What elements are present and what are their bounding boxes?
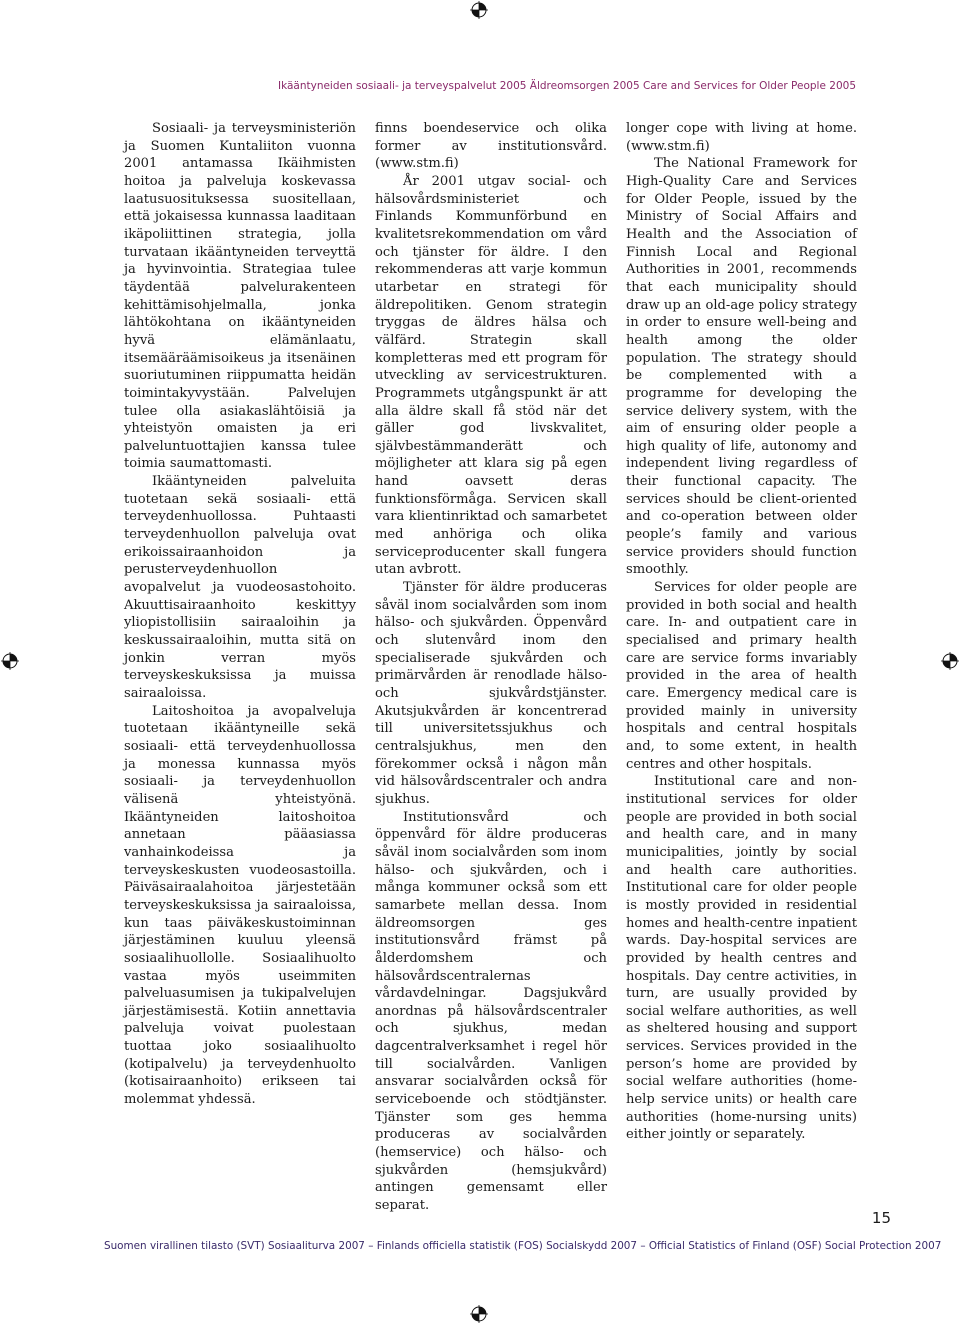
running-header: Ikääntyneiden sosiaali- ja terveyspalvelut 2005 Äldreomsorgen 2005 Care and Services for Older People 2005 [277,80,856,92]
registration-mark-icon [470,1305,488,1323]
registration-mark-icon [470,1,488,19]
registration-mark-icon [941,652,959,670]
footer-series-title: Suomen virallinen tilasto (SVT) Sosiaaliturva 2007 – Finlands officiella statistik (FOS) Socialskydd 2007 – Official Statistics of Finland (OSF) Social Protection 2007 [104,1240,942,1252]
paragraph: Laitoshoitoa ja avopalveluja tuotetaan ikääntyneille sekä sosiaali- että terveydenhuollossa ja monessa kunnassa myös sosiaali- ja terveydenhuollon välisenä yhteistyönä. Ikääntyneiden laitoshoitoa annetaan pääasiassa vanhainkodeissa ja terveyskeskusten vuodeosastoilla. Päiväsairaalahoitoa järjestetään terveyskeskuksissa ja sairaaloissa, kun taas päiväkeskustoiminnan järjestäminen kuuluu yleensä sosiaalihuollolle. Sosiaalihuolto vastaa myös useimmiten palveluasumisen ja tukipalvelujen järjestämisestä. Kotiin annettavia palveluja voivat puolestaan tuottaa joko sosiaalihuolto (kotipalvelu) ja terveydenhuolto (kotisairaanhoito) erikseen tai molemmat yhdessä. [124,703,356,1108]
paragraph: Sosiaali- ja terveysministeriön ja Suomen Kuntaliiton vuonna 2001 antamassa Ikäihmisten hoitoa ja palveluja koskevassa laatusuosituksessa suositellaan, että jokaisessa kunnassa laaditaan ikäpoliittinen strategia, jolla turvataan ikääntyneiden terveyttä ja hyvinvointia. Strategiaa tulee täydentää palvelurakenteen kehittämisohjelmalla, jonka lähtökohtana on ikääntyneiden hyvä elämänlaatu, itsemääräämisoikeus ja itsenäinen suoriutuminen riippumatta heidän toimintakyvystään. Palvelujen tulee olla asiakaslähtöisiä ja yhteistyön omaisten ja eri palveluntuottajien kanssa tulee toimia saumattomasti. [124,121,356,472]
page-number: 15 [871,1209,891,1227]
column-swedish [375,120,607,1215]
paragraph: Tjänster för äldre produceras såväl inom socialvården som inom hälso- och sjukvården. Öppenvård och slutenvård inom den specialiserade sjukvården och primärvården är renodlade hälso- och sjukvårdstjänster. Akutsjukvården är koncentrerad till universitetssjukhus och centralsjukhus, men den förekommer också i någon mån vid hälsovårdscentraler och andra sjukhus. [375,580,607,807]
registration-mark-icon [1,652,19,670]
paragraph: Institutionsvård och öppenvård för äldre produceras såväl inom socialvården som inom hälso- och sjukvården, och i många kommuner också som ett samarbete mellan dessa. Inom äldreomsorgen ges institutionsvård främst på ålderdomshem och hälsovårdscentralernas vårdavdelningar. Dagsjukvård anordnas på hälsovårdscentraler och sjukhus, medan dagcentralverksamhet i regel hör till socialvården. Vanligen ansvarar socialvården också för serviceboende och stödtjänster. Tjänster som ges hemma produceras av socialvården (hemservice) och hälso- och sjukvården (hemsjukvård) antingen gemensamt eller separat. [375,809,607,1214]
paragraph: longer cope with living at home. (www.stm.fi) [626,121,857,154]
paragraph: finns boendeservice och olika former av institutionsvård. (www.stm.fi) [375,121,607,172]
paragraph: År 2001 utgav social- och hälsovårdsministeriet och Finlands Kommunförbund en kvalitetsrekommendation om vård och tjänster för äldre. I den rekommenderas att varje kommun utarbetar en strategi för äldrepolitiken. Genom strategin tryggas de äldres hälsa och välfärd. Strategin skall kompletteras med ett program för utveckling av servicestrukturen. Programmets utgångspunkt är att alla äldre skall få stöd när det gäller god livskvalitet, självbestämmanderätt och möjligheter att klara sig på egen hand oavsett deras funktionsförmåga. Servicen skall vara klientinriktad och samarbetet med anhöriga och olika serviceproducenter skall fungera utan avbrott. [375,173,607,578]
column-english [626,120,857,1144]
paragraph: Institutional care and non-institutional services for older people are provided in both social and health care, and in many municipalities, jointly by social and health care authorities. Institutional care for older people is mostly provided in residential homes and health-centre inpatient wards. Day-hospital services are provided by health centres and hospitals. Day centre activities, in turn, are usually provided by social welfare authorities, as well as sheltered housing and support services. Services provided in the person’s home are provided by social welfare authorities (home-help service units) or health care authorities (home-nursing units) either jointly or separately. [626,774,857,1143]
column-finnish [124,120,356,1109]
paragraph: Ikääntyneiden palveluita tuotetaan sekä sosiaali- että terveydenhuollossa. Puhtaasti terveydenhuollon palveluja ovat erikoissairaanhoidon ja perusterveydenhuollon avopalvelut ja vuodeosastohoito. Akuuttisairaanhoito keskittyy yliopistollisiin sairaaloihin ja keskussairaaloihin, mutta sitä on jonkin verran myös terveyskeskuksissa ja muissa sairaaloissa. [124,474,356,701]
paragraph: The National Framework for High-Quality Care and Services for Older People, issued by the Ministry of Social Affairs and Health and the Association of Finnish Local and Regional Authorities in 2001, recommends that each municipality should draw up an old-age policy strategy in order to ensure well-being and health among the older population. The strategy should be complemented with a programme for developing the service delivery system, with the aim of ensuring older people a high quality of life, autonomy and independent living regardless of their functional capacity. The services should be client-oriented and co-operation between older people’s family and various service providers should function smoothly. [626,156,857,578]
paragraph: Services for older people are provided in both social and health care. In- and outpatient care in specialised and primary health care are service forms invariably provided in the area of health care. Emergency medical care is provided mainly in university hospitals and central hospitals and, to some extent, in health centres and other hospitals. [626,580,857,772]
